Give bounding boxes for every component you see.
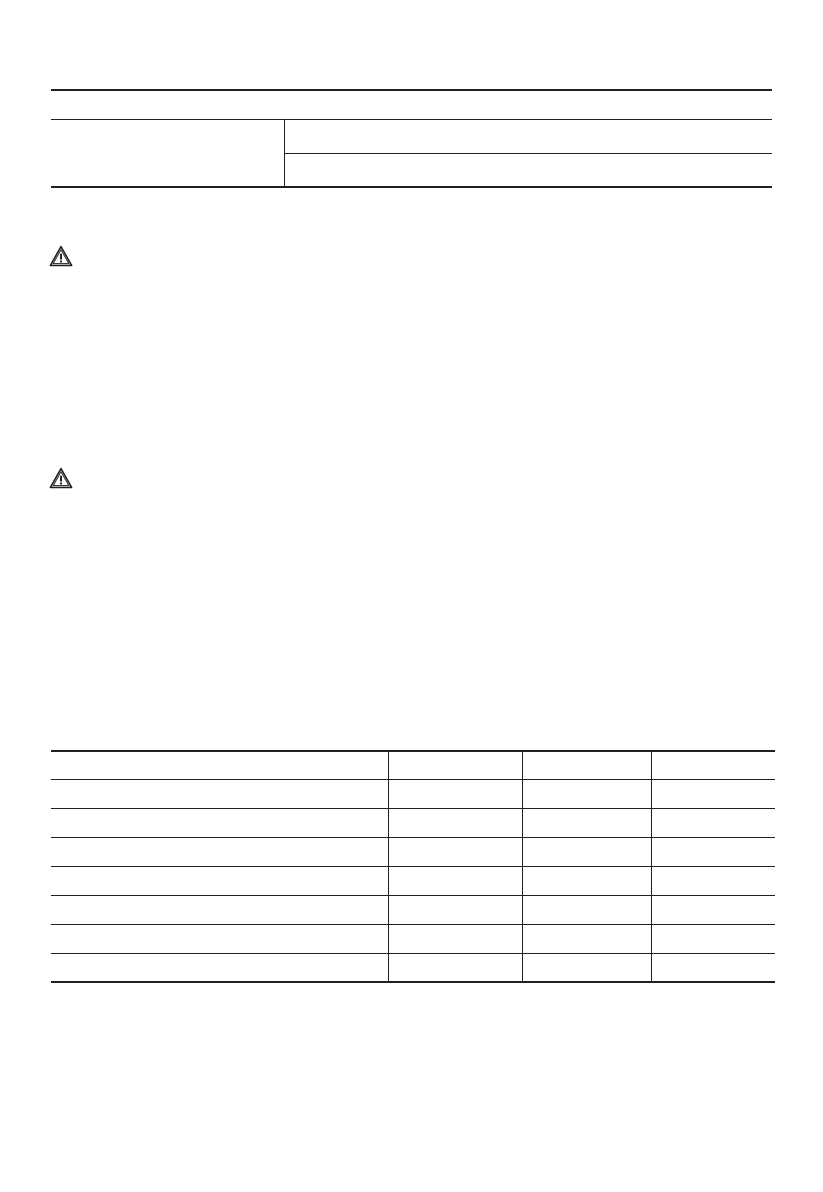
column-header [389,751,523,779]
table-cell [389,837,523,866]
table-cell [51,779,389,808]
table-cell [389,779,523,808]
table-cell [652,924,776,953]
table-cell [51,837,389,866]
table-cell [389,866,523,895]
spec-table [51,89,772,188]
table-row [51,779,775,808]
table-cell [523,895,652,924]
column-header [51,751,389,779]
data-table [51,750,775,983]
table-cell [51,866,389,895]
table-row [51,808,775,837]
table-cell [523,953,652,982]
spec-table-row-1 [285,120,772,154]
table-cell [389,924,523,953]
column-header [523,751,652,779]
table-cell [523,837,652,866]
warning-triangle-icon [49,467,73,489]
table-cell [652,837,776,866]
table-row [51,924,775,953]
table-cell [652,779,776,808]
table-cell [389,895,523,924]
table-cell [652,953,776,982]
table-row [51,866,775,895]
table-cell [51,808,389,837]
table-cell [652,808,776,837]
table-cell [51,895,389,924]
table-cell [523,866,652,895]
warning-triangle-icon [49,245,73,267]
table-cell [523,924,652,953]
table-cell [389,953,523,982]
table-header-row [51,751,775,779]
table-cell [51,924,389,953]
table-row [51,837,775,866]
table-cell [51,953,389,982]
table-cell [523,808,652,837]
table-cell [652,866,776,895]
table-row [51,895,775,924]
spec-table-left-label [51,120,285,186]
spec-table-header [51,91,772,120]
table-cell [652,895,776,924]
spec-table-row-2 [285,154,772,186]
column-header [652,751,776,779]
table-row [51,953,775,982]
table-cell [523,779,652,808]
table-cell [389,808,523,837]
